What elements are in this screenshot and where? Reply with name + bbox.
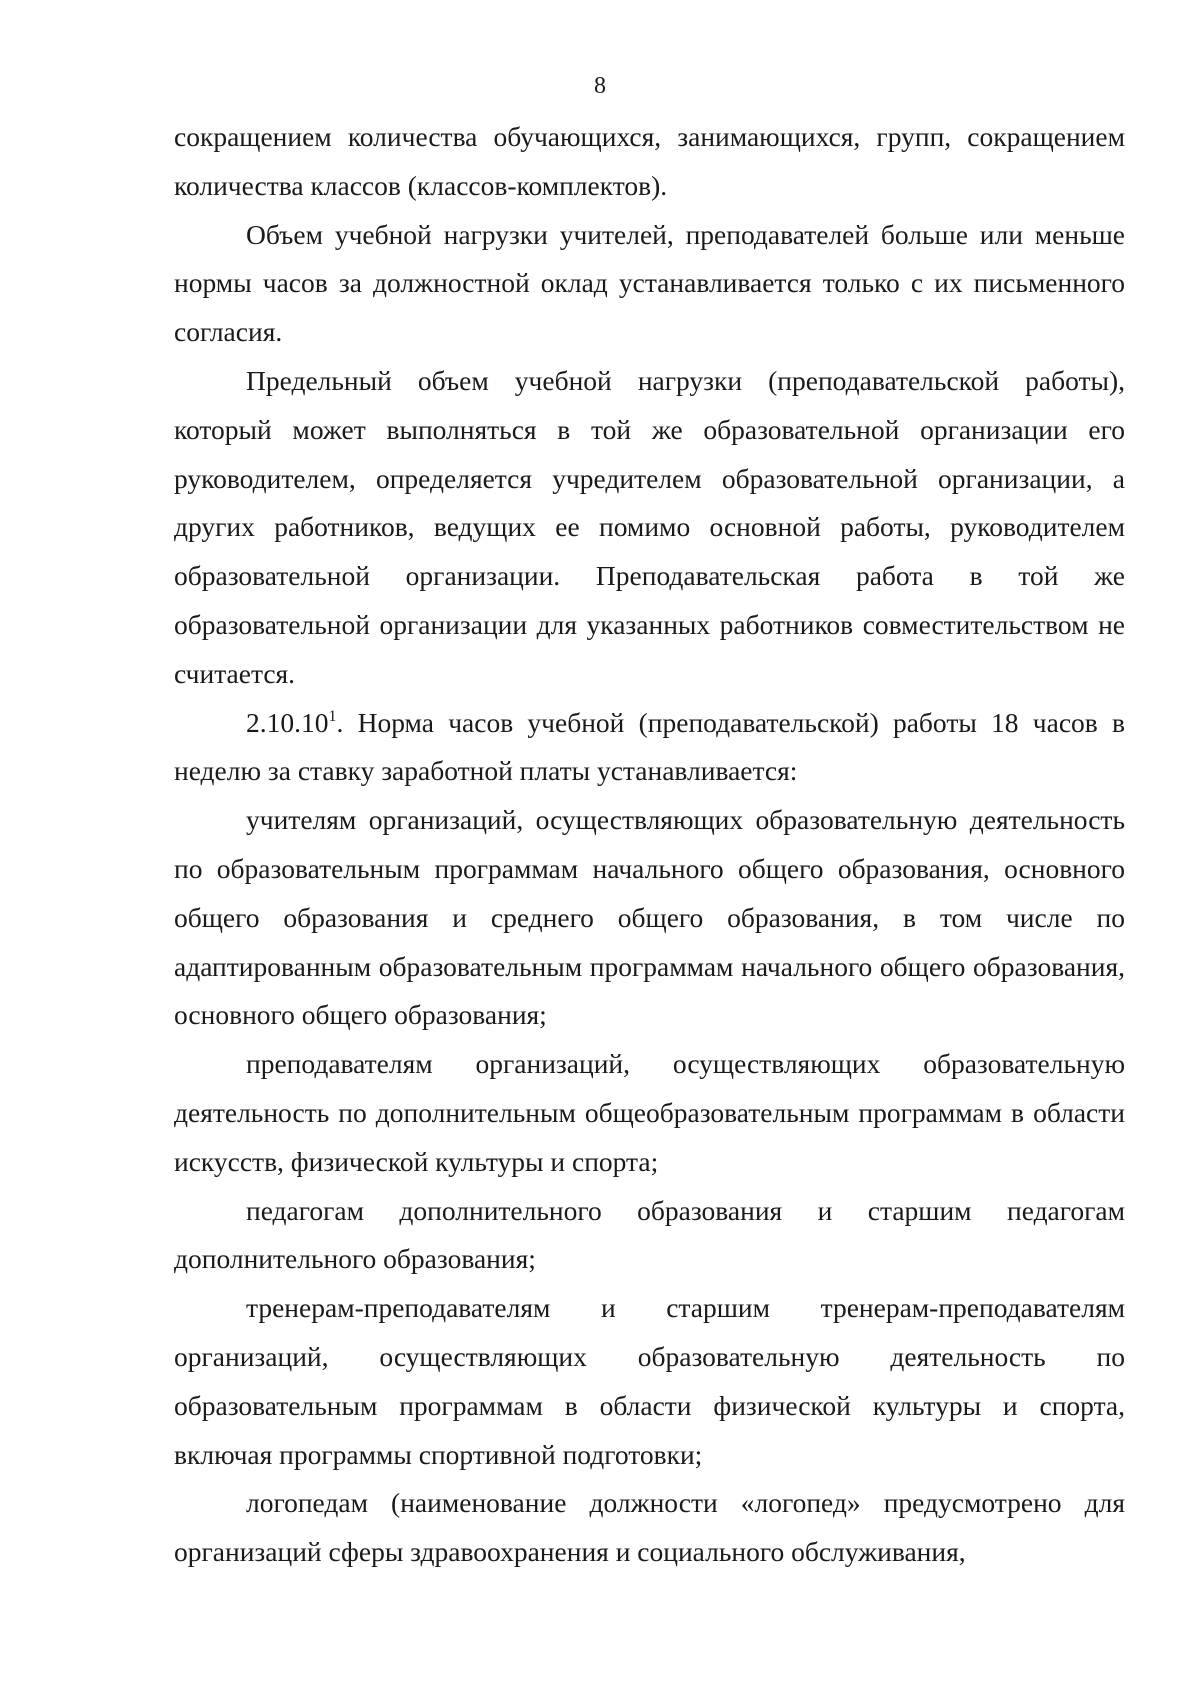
- clause-superscript: 1: [328, 707, 337, 725]
- list-item-speech-therapists: логопедам (наименование должности «логопед» предусмотрено для организаций сферы здравоохранения и социального обслуживания,: [174, 1487, 1125, 1568]
- list-item-teachers: учителям организаций, осуществляющих образовательную деятельность по образовательным программам начального общего образования, основного общего образования и среднего общего образования, в том числе по адаптированным образовательным программам начального общего образования, основного общего образования;: [174, 804, 1125, 1031]
- list-item-coaches: тренерам-преподавателям и старшим тренерам-преподавателям организаций, осуществляющих образовательную деятельность по образовательным программам в области физической культуры и спорта, включая программы спортивной подготовки;: [174, 1292, 1125, 1470]
- list-item-lecturers: преподавателям организаций, осуществляющих образовательную деятельность по дополнительным общеобразовательным программам в области искусств, физической культуры и спорта;: [174, 1048, 1125, 1177]
- clause-text: . Норма часов учебной (преподавательской) работы 18 часов в неделю за ставку заработной платы устанавливается:: [174, 706, 1125, 787]
- clause-paragraph: [174, 699, 1125, 797]
- paragraph-continuation: сокращением количества обучающихся, занимающихся, групп, сокращением количества классов (классов-комплектов).: [174, 121, 1125, 201]
- document-body: [174, 113, 1125, 1577]
- page-number: 8: [594, 73, 606, 99]
- paragraph-workload-consent: Объем учебной нагрузки учителей, преподавателей больше или меньше нормы часов за должностной оклад устанавливается только с их письменного согласия.: [174, 218, 1125, 348]
- list-item-additional-education: педагогам дополнительного образования и старшим педагогам дополнительного образования;: [174, 1194, 1125, 1275]
- clause-number: 2.10.10: [246, 706, 329, 738]
- paragraph-workload-limit: Предельный объем учебной нагрузки (преподавательской работы), который может выполняться в той же образовательной организации его руководителем, определяется учредителем образовательной организации, а других работников, ведущих ее помимо основной работы, руководителем образовательной организации. Преподавательская работа в той же образовательной организации для указанных работников совместительством не считается.: [174, 364, 1125, 689]
